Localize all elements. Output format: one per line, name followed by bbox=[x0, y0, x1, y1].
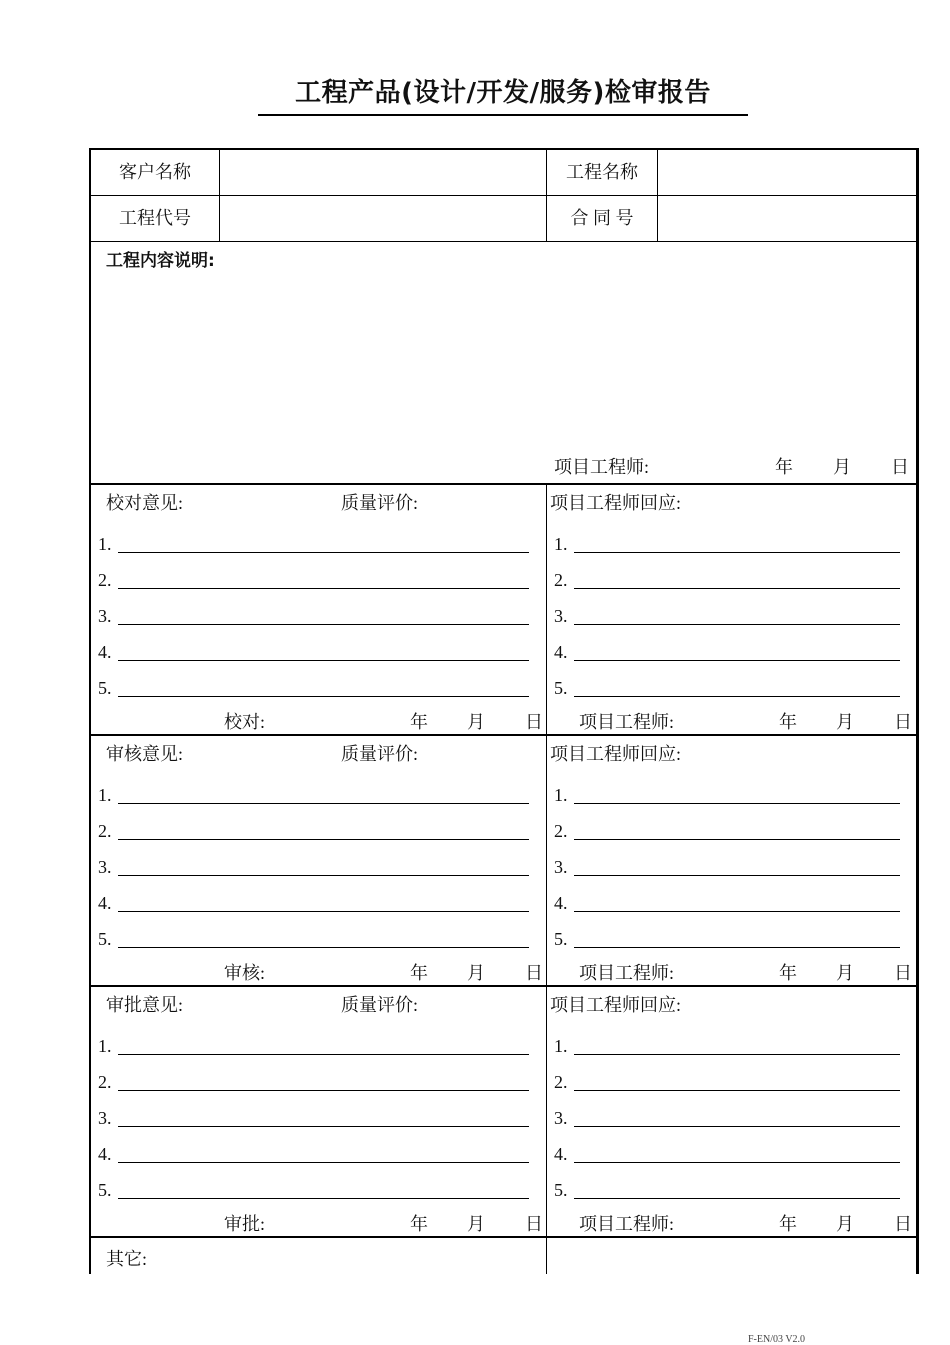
content-day-label: 日 bbox=[891, 457, 909, 477]
engineer-month-label: 月 bbox=[836, 1214, 854, 1234]
customer-name-label: 客户名称 bbox=[119, 162, 191, 182]
item-underline bbox=[574, 660, 900, 661]
item-underline bbox=[574, 1090, 900, 1091]
project-code-field[interactable] bbox=[220, 196, 546, 241]
section-vertical-divider bbox=[546, 736, 547, 985]
item-underline bbox=[574, 839, 900, 840]
signer-year-label: 年 bbox=[410, 1214, 428, 1234]
signer-month-label: 月 bbox=[467, 1214, 485, 1234]
item-underline bbox=[574, 911, 900, 912]
item-number: 3. bbox=[98, 1108, 112, 1128]
quality-label: 质量评价: bbox=[341, 744, 419, 764]
opinion-item-3[interactable] bbox=[98, 1107, 530, 1131]
item-number: 3. bbox=[98, 857, 112, 877]
opinion-item-3[interactable] bbox=[98, 605, 530, 629]
item-underline bbox=[118, 624, 529, 625]
item-number: 2. bbox=[554, 1072, 568, 1092]
engineer-day-label: 日 bbox=[894, 963, 912, 983]
item-underline bbox=[574, 696, 900, 697]
review-form bbox=[89, 148, 919, 1274]
opinion-item-5[interactable] bbox=[98, 928, 530, 952]
response-item-2[interactable] bbox=[554, 1071, 900, 1095]
item-underline bbox=[574, 1162, 900, 1163]
quality-label: 质量评价: bbox=[341, 995, 419, 1015]
item-number: 2. bbox=[554, 821, 568, 841]
section-vertical-divider bbox=[546, 987, 547, 1236]
item-underline bbox=[118, 911, 529, 912]
section-engineer-label: 项目工程师: bbox=[579, 712, 675, 732]
item-underline bbox=[574, 1126, 900, 1127]
response-item-5[interactable] bbox=[554, 928, 900, 952]
item-underline bbox=[118, 552, 529, 553]
response-item-5[interactable] bbox=[554, 677, 900, 701]
response-item-4[interactable] bbox=[554, 1143, 900, 1167]
item-number: 3. bbox=[98, 606, 112, 626]
signer-label: 审批: bbox=[224, 1214, 266, 1234]
engineer-year-label: 年 bbox=[779, 963, 797, 983]
item-underline bbox=[574, 947, 900, 948]
response-item-4[interactable] bbox=[554, 641, 900, 665]
section-vertical-divider bbox=[546, 485, 547, 734]
form-code: F-EN/03 V2.0 bbox=[748, 1334, 806, 1345]
item-underline bbox=[118, 839, 529, 840]
signer-year-label: 年 bbox=[410, 963, 428, 983]
response-item-2[interactable] bbox=[554, 569, 900, 593]
row-divider bbox=[91, 241, 916, 242]
opinion-item-1[interactable] bbox=[98, 533, 530, 557]
engineer-day-label: 日 bbox=[894, 712, 912, 732]
item-underline bbox=[118, 947, 529, 948]
item-number: 5. bbox=[98, 929, 112, 949]
opinion-label: 校对意见: bbox=[106, 493, 184, 513]
opinion-label: 审核意见: bbox=[106, 744, 184, 764]
response-item-5[interactable] bbox=[554, 1179, 900, 1203]
item-number: 2. bbox=[554, 570, 568, 590]
engineer-response-label: 项目工程师回应: bbox=[550, 744, 682, 764]
quality-label: 质量评价: bbox=[341, 493, 419, 513]
item-number: 3. bbox=[554, 857, 568, 877]
signer-day-label: 日 bbox=[525, 712, 543, 732]
item-underline bbox=[574, 1054, 900, 1055]
item-underline bbox=[574, 803, 900, 804]
other-label: 其它: bbox=[106, 1249, 148, 1269]
item-number: 4. bbox=[554, 642, 568, 662]
customer-name-field[interactable] bbox=[220, 150, 546, 195]
item-number: 1. bbox=[98, 534, 112, 554]
opinion-label: 审批意见: bbox=[106, 995, 184, 1015]
content-month-label: 月 bbox=[833, 457, 851, 477]
item-underline bbox=[118, 660, 529, 661]
response-item-1[interactable] bbox=[554, 1035, 900, 1059]
opinion-item-2[interactable] bbox=[98, 1071, 530, 1095]
item-underline bbox=[118, 1162, 529, 1163]
content-description-label: 工程内容说明: bbox=[106, 251, 215, 271]
opinion-item-2[interactable] bbox=[98, 820, 530, 844]
project-code-label: 工程代号 bbox=[119, 208, 191, 228]
engineer-month-label: 月 bbox=[836, 963, 854, 983]
item-underline bbox=[574, 624, 900, 625]
opinion-item-4[interactable] bbox=[98, 892, 530, 916]
engineer-year-label: 年 bbox=[779, 712, 797, 732]
engineer-month-label: 月 bbox=[836, 712, 854, 732]
response-item-1[interactable] bbox=[554, 784, 900, 808]
item-number: 4. bbox=[98, 1144, 112, 1164]
opinion-item-4[interactable] bbox=[98, 641, 530, 665]
signer-day-label: 日 bbox=[525, 1214, 543, 1234]
signer-month-label: 月 bbox=[467, 963, 485, 983]
item-number: 4. bbox=[554, 893, 568, 913]
item-underline bbox=[574, 875, 900, 876]
item-number: 5. bbox=[554, 1180, 568, 1200]
signer-year-label: 年 bbox=[410, 712, 428, 732]
signer-label: 校对: bbox=[224, 712, 266, 732]
content-engineer-label: 项目工程师: bbox=[554, 457, 650, 477]
item-number: 2. bbox=[98, 1072, 112, 1092]
item-underline bbox=[118, 696, 529, 697]
response-item-4[interactable] bbox=[554, 892, 900, 916]
item-number: 5. bbox=[554, 929, 568, 949]
signer-label: 审核: bbox=[224, 963, 266, 983]
item-underline bbox=[118, 1090, 529, 1091]
item-underline bbox=[574, 552, 900, 553]
section-divider bbox=[91, 483, 916, 485]
response-item-3[interactable] bbox=[554, 856, 900, 880]
item-number: 1. bbox=[554, 785, 568, 805]
engineer-response-label: 项目工程师回应: bbox=[550, 995, 682, 1015]
item-underline bbox=[574, 588, 900, 589]
response-item-3[interactable] bbox=[554, 1107, 900, 1131]
section-engineer-label: 项目工程师: bbox=[579, 1214, 675, 1234]
item-number: 1. bbox=[554, 534, 568, 554]
item-number: 1. bbox=[554, 1036, 568, 1056]
opinion-item-1[interactable] bbox=[98, 1035, 530, 1059]
signer-month-label: 月 bbox=[467, 712, 485, 732]
item-number: 1. bbox=[98, 785, 112, 805]
opinion-item-4[interactable] bbox=[98, 1143, 530, 1167]
item-number: 4. bbox=[554, 1144, 568, 1164]
item-number: 2. bbox=[98, 570, 112, 590]
item-number: 4. bbox=[98, 893, 112, 913]
signer-day-label: 日 bbox=[525, 963, 543, 983]
item-number: 5. bbox=[554, 678, 568, 698]
item-number: 3. bbox=[554, 606, 568, 626]
item-underline bbox=[118, 1054, 529, 1055]
section-divider bbox=[91, 734, 916, 736]
page-title: 工程产品(设计/开发/服务)检审报告 bbox=[258, 74, 748, 116]
response-item-1[interactable] bbox=[554, 533, 900, 557]
item-number: 4. bbox=[98, 642, 112, 662]
response-item-2[interactable] bbox=[554, 820, 900, 844]
project-name-field[interactable] bbox=[658, 150, 916, 195]
engineer-day-label: 日 bbox=[894, 1214, 912, 1234]
item-number: 1. bbox=[98, 1036, 112, 1056]
engineer-response-label: 项目工程师回应: bbox=[550, 493, 682, 513]
contract-no-field[interactable] bbox=[658, 196, 916, 241]
item-underline bbox=[118, 803, 529, 804]
item-underline bbox=[118, 1198, 529, 1199]
opinion-item-5[interactable] bbox=[98, 1179, 530, 1203]
content-description-area[interactable] bbox=[91, 276, 916, 456]
engineer-year-label: 年 bbox=[779, 1214, 797, 1234]
item-number: 5. bbox=[98, 678, 112, 698]
opinion-item-1[interactable] bbox=[98, 784, 530, 808]
item-underline bbox=[118, 1126, 529, 1127]
item-number: 2. bbox=[98, 821, 112, 841]
item-underline bbox=[118, 588, 529, 589]
item-underline bbox=[574, 1198, 900, 1199]
opinion-item-5[interactable] bbox=[98, 677, 530, 701]
content-year-label: 年 bbox=[775, 457, 793, 477]
opinion-item-3[interactable] bbox=[98, 856, 530, 880]
other-divider bbox=[546, 1238, 547, 1274]
item-underline bbox=[118, 875, 529, 876]
contract-no-label: 合 同 号 bbox=[570, 208, 634, 228]
response-item-3[interactable] bbox=[554, 605, 900, 629]
project-name-label: 工程名称 bbox=[566, 162, 638, 182]
section-engineer-label: 项目工程师: bbox=[579, 963, 675, 983]
item-number: 3. bbox=[554, 1108, 568, 1128]
section-divider bbox=[91, 1236, 916, 1238]
item-number: 5. bbox=[98, 1180, 112, 1200]
section-divider bbox=[91, 985, 916, 987]
opinion-item-2[interactable] bbox=[98, 569, 530, 593]
